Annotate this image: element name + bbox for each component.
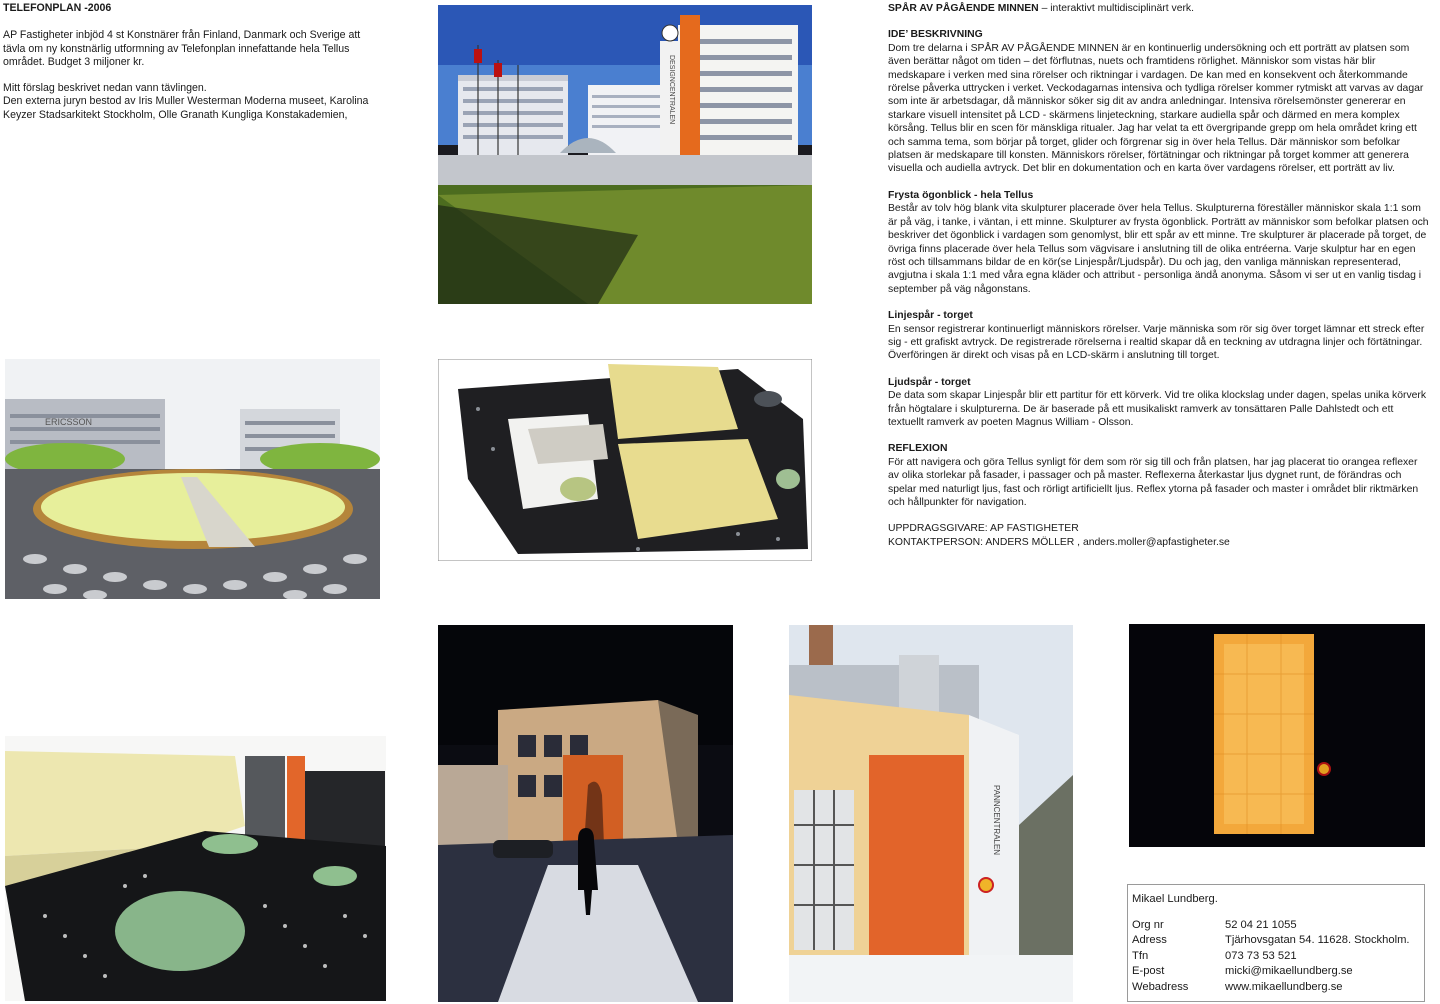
contact-name: Mikael Lundberg.	[1132, 893, 1218, 905]
contact-label: Adress	[1132, 934, 1167, 947]
section-heading: REFLEXION	[888, 443, 948, 455]
sign-designcentralen: DESIGNCENTRALEN	[668, 55, 675, 125]
section-sound-traces	[888, 376, 1430, 430]
intro-paragraph: AP Fastigheter inbjöd 4 st Konstnärer från Finland, Danmark och Sverige att tävla om ny konstnärlig utformning av Telefonplan innefattande hela Tellus området. Budget 3 miljoner kr.	[3, 29, 361, 68]
photo-campus-day	[438, 5, 812, 304]
project-title-line	[888, 2, 1430, 15]
photo-lit-panel	[1129, 624, 1425, 847]
section-heading: Frysta ögonblick - hela Tellus	[888, 189, 1034, 201]
section-heading: Linjespår - torget	[888, 310, 973, 322]
contact-label: Webadress	[1132, 980, 1189, 993]
sign-ericsson: ERICSSON	[45, 417, 93, 427]
sign-panncentralen: PANNCENTRALEN	[992, 785, 1001, 856]
contact-row-phone	[1132, 949, 1420, 965]
section-text: Består av tolv hög blank vita skulpturer placerade över hela Tellus. Skulpturerna föreställer människor skala 1:1 som är på väg, i tanke, i väntan, i ett minne. Skulpturer av frysta ögonblick. Porträtt av människor som befolkar platsen och beskriver det ögonblick i vardagen som genomlyst, blir ett spår av ett minne. Tre skulpturer är placerade på torget, de övriga finns placerade över hela Tellus som vägvisare i anslutning till de olika entréerna. Varje skulptur har en egen röst och tillsammans bildar de en kör(se Linjespår/Ljudspår). Du och jag, den vanliga människan representerad, avgjutna i skala 1:1 med våra egna kläder och attribut - personliga ändå anonyma. Såsom vi ser ut en vanlig tisdag i september på väg någonstans.	[888, 203, 1429, 295]
photo-model-closeup	[5, 736, 386, 1001]
section-text: Dom tre delarna i SPÅR AV PÅGÅENDE MINNEN är en kontinuerlig undersökning och ett porträtt av platsen som även berättar något om tiden – det förflutnas, nuets och framtidens rörlighet. Människor som vistas här blir medskapare i verken med sina rörelser och riktningar i vardagen. De kan med en konsekvent och återkommande rörelse påverka uttrycken i verket. Veckodagarnas intensiva och tydliga rörelser kommer rytmiskt att varvas av dagar som inte är arbetsdagar, då människor söker sig dit av andra anledningar. Intensiva rörelsemönster genererar en starkare visuell intensitet på LCD - skärmens linjeteckning, starkare audiella spår och därmed en mera komplex körsång. Tellus blir en scen för mänskliga ritualer. Jag har velat ta ett övergripande grepp om hela området kring ett och samma tema, som börjar på torget, glider och förgrenar sig in över hela Tellus. Där människor som befolkar platsen är medskapare till konsten. Människors rörelser, förtätningar och riktningar på torget kommer att generera visuella och audiella avtryck. Det blir en dokumentation och en karta över vardagens rörelser, ett porträtt av liv.	[888, 42, 1424, 175]
photo-winter-building	[789, 625, 1073, 1002]
contact-row-web	[1132, 980, 1420, 996]
photo-night-building	[438, 625, 733, 1002]
project-title: SPÅR AV PÅGÅENDE MINNEN	[888, 3, 1039, 14]
intro-title: TELEFONPLAN -2006	[3, 2, 112, 14]
contact-label: Tfn	[1132, 949, 1149, 962]
intro-block	[3, 2, 373, 122]
contact-email-link[interactable]: micki@mikaellundberg.se	[1225, 965, 1353, 978]
contact-card	[1127, 884, 1425, 1002]
contact-web-link[interactable]: www.mikaellundberg.se	[1225, 980, 1343, 993]
contact-label: Org nr	[1132, 918, 1164, 931]
section-frozen-moments	[888, 189, 1430, 296]
intro-jury: Den externa juryn bestod av Iris Muller Westerman Moderna museet, Karolina Keyzer Stadsarkitekt Stockholm, Olle Granath Kungliga Konstakademien,	[3, 95, 369, 121]
project-description	[888, 2, 1430, 549]
contact-value: 073 73 53 521	[1225, 949, 1297, 962]
section-heading: Ljudspår - torget	[888, 376, 971, 388]
intro-paragraph-jury	[3, 82, 373, 122]
section-line-traces	[888, 309, 1430, 363]
photo-site-model	[438, 359, 812, 561]
photo-plaza-render	[5, 359, 380, 599]
contact-value: Tjärhovsgatan 54. 11628. Stockholm.	[1225, 934, 1410, 947]
project-subtitle: – interaktivt multidisciplinärt verk.	[1038, 3, 1195, 14]
contact-label: E-post	[1132, 965, 1165, 978]
contact-row-email	[1132, 964, 1420, 980]
client-line: UPPDRAGSGIVARE: AP FASTIGHETER	[888, 523, 1079, 535]
contact-person-line: KONTAKTPERSON: ANDERS MÖLLER , anders.moller@apfastigheter.se	[888, 536, 1230, 548]
intro-result: Mitt förslag beskrivet nedan vann tävlingen.	[3, 82, 207, 95]
section-text: En sensor registrerar kontinuerligt människors rörelser. Varje människa som rör sig över torget lämnar ett streck efter sig - ett grafiskt avtryck. De registrerade rörelserna i realtid skapar då en teckning av utdragna linjer och förtätningar. Överföringen är direkt och visas på en LCD-skärm i anslutning till torget.	[888, 323, 1425, 362]
contact-row-org	[1132, 918, 1420, 934]
section-text: De data som skapar Linjespår blir ett partitur för ett körverk. Vid tre olika klockslag under dagen, spelas unika körverk från högtalare i skulpturerna. De är baserade på ett musikaliskt ramverk av tonsättaren Palle Dahlstedt och ett textuellt ramverk av poeten Magnus William - Olsson.	[888, 390, 1427, 428]
section-idea	[888, 28, 1430, 175]
client-info	[888, 522, 1430, 549]
contact-row-address	[1132, 933, 1420, 949]
contact-value: 52 04 21 1055	[1225, 918, 1297, 931]
section-heading: IDE’ BESKRIVNING	[888, 29, 983, 41]
section-text: För att navigera och göra Tellus synligt för dem som rör sig till och från platsen, har jag placerat tio orangea reflexer av olika storlekar på fasader, i passager och på master. Reflexerna återkastar ljus dygnet runt, de förändras och spelar med naturligt ljus, fast och rörligt artificiellt ljus. Reflex ytorna på fasader och master i området blir riktmärken och hållpunkter för navigation.	[888, 456, 1419, 508]
section-reflection	[888, 442, 1430, 509]
